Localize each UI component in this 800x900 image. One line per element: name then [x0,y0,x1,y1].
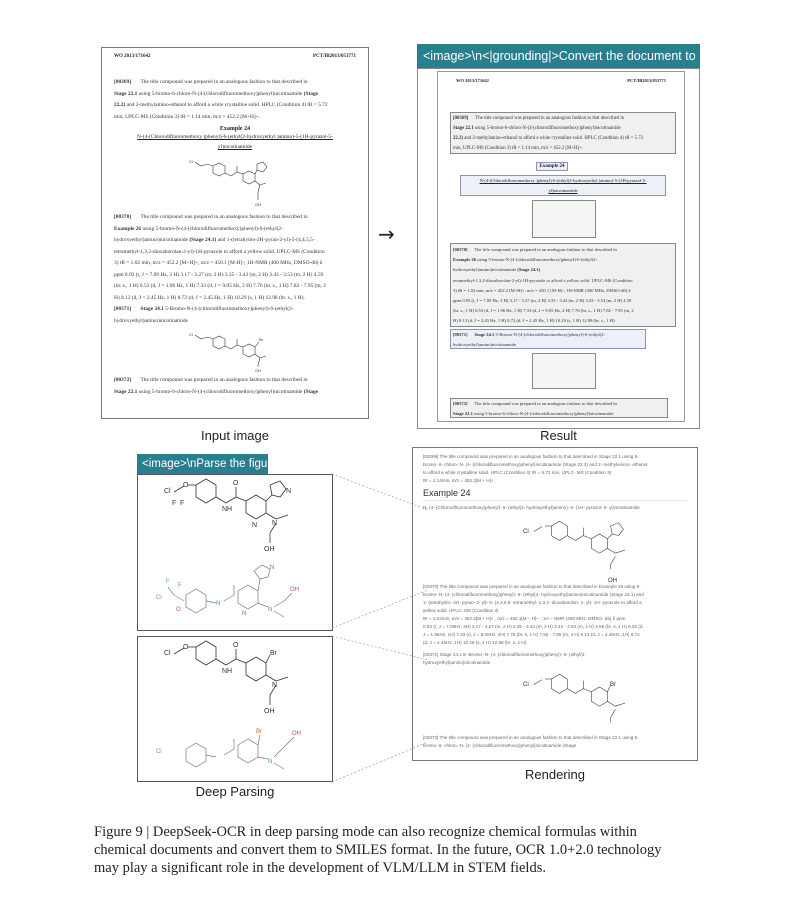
paragraph-00369: [00369] The title compound was prepared in an analogous fashion to that described in Stage 22.1 using 5-bromo-6-chloro-N-(4-(chlorodifluoromethoxy)phenyl)nicotinamide (Stage 22.2) and 2-methylamino-ethanol to afford a white crystalline solid. HPLC (Condition 4) tR = 5.72 min, UPLC-MS (Condition 3) tR = 1.14 min, m/z = 452.2 [M+H]+. [114,79,328,120]
atom-n: N [286,488,292,495]
input-document [101,47,369,419]
atom-oh: OH [255,202,261,207]
rendering-label: Rendering [525,767,585,782]
result-document [437,71,685,422]
atom-n: N [252,522,258,529]
parse-box-1 [137,474,333,631]
atom-n-colored: N [242,611,247,617]
atom-o: O [233,480,239,487]
atom-o: O [233,642,239,649]
atom-n-colored: N [268,759,273,765]
grounding-box-title: Example 24 [536,162,568,171]
atom-o-colored: O [176,607,181,613]
paragraph-00370: [00370] The title compound was prepared in an analogous fashion to that described in Example 26 using 5-bromo-N-(4-(chlorodifluoromethoxy)phenyl)-6-(ethyl(2- hydroxyethyl)amino)nicotinamide (Stage 24.1) and 1-(tetrahydro-2H-pyran-2-yl)-5-(4,4,5,5- tetramethyl-1,3,2-dioxaborolan-2-yl)-1H-pyrazole to afford a yellow solid. UPLC-MS (Condition 3) tR = 1.02 min, m/z = 452.2 [M+H]+, m/z = 450.1 [M-H]-; 1H-NMR (400 MHz, DMSO-d6) δ ppm 0.93 (t, J = 7.09 Hz, 3 H) 3.17 - 3.27 (m, 2 H) 3.35 - 3.43 (m, 2 H) 3.43 - 3.53 (m, 2 H) 4.59 (br. s., 1 H) 6.53 (d, J = 1.96 Hz, 1 H) 7.33 (d, J = 9.05 Hz, 2 H) 7.76 (br. s., 1 H) 7.82 - 7.95 (m, 2 H) 8.13 (d, J = 2.45 Hz, 1 H) 8.72 (d, J = 2.45 Hz, 1 H) 10.29 (s, 1 H) 12.98 (br. s., 1 H). [114,214,326,301]
atom-f-colored: F [166,579,170,585]
grounding-box-00371: [00371] Stage 24.1 5-Bromo-N-(4-(chlorodifluoromethoxy)phenyl)-6-(ethyl(2- hydroxyethyl)amino)nicotinamide [450,329,646,349]
rendered-heading: Example 24 [423,488,687,501]
rendered-paragraph-00370: [00370] The title compound was prepared in an analogous fashion to that described in Example 26 using 5- bromo- N- (4- (chlorodifluoromethoxy)phenyl)- 6- (ethyl(2- hydroxyethyl)amino)nicotinamide (Stage 24.1) and 1- (tetrahydro- 2H- pyran- 2- yl)- 5- (4,4,5,5- tetramethyl- 1,3,2- dioxaborolan- 2- yl)- 1H- pyrazole to afford a yellow solid. UPLC- MS (Condition 3) tR = 1.02min, m/z = 452.2[M + H]+ , m/z = 450.1[M − H]− ; 1H − NMR (400 MHz, DMSO- d6) δ ppm 0.93 (t, J = 7.09Hz, 3H) 3.17 - 3.27 (m, 2 H) 3.35 - 3.43 (m, 2 H) 3.43 - 3.53 (m, 2 H) 4.59 (br. s, 1 H) 6.53 (d, J = 1.96Hz, 1H) 7.33 (d, J = 9.05Hz, 2H) 7.76 (br. s, 1 H) 7.82 - 7.95 (m, 2 H) 8.13 (d, J = 2.45Hz, 1H) 8.72 (d, J = 2.45Hz, 1H) 10.29 (s, 1 H) 12.98 (br. s, 1 H). [423,584,644,645]
doc-id-left: WO 2013/171642 [114,54,151,59]
atom-br: Br [270,650,277,657]
atom-cl: Cl [164,650,171,657]
rendering-frame [412,447,698,761]
result-frame [417,68,700,429]
atom-cl: Cl [523,529,529,535]
atom-oh-colored: OH [292,731,301,737]
atom-nh: NH [222,506,233,513]
atom-oh-colored: OH [290,587,299,593]
result-label: Result [540,428,577,443]
result-prompt-banner [417,44,761,68]
atom-oh: OH [264,546,275,553]
atom-n-colored: N [270,565,275,571]
atom-cl: Cl [164,488,171,495]
atom-cl: Cl [189,159,193,164]
parsed-molecule-1 [138,475,332,630]
atom-n-colored: N [216,601,221,607]
paragraph-00371: [00371] Stage 24.1 5-Bromo-N-(4-(chlorodifluoromethoxy)phenyl)-6-(ethyl(2- hydroxyethyl)amino)nicotinamide [114,306,294,324]
grounding-box-00370: [00370] The title compound was prepared in an analogous fashion to that described in Example 26 using 5-bromo-N-(4-(chlorodifluoromethoxy)phenyl)-6-(ethyl(2- hydroxyethyl)amino)nicotinamide (Stage 24.1) tetramethyl-1,3,2-dioxaborolan-2-yl)-1H-pyrazole to afford a yellow solid. UPLC-MS (Condition 3) tR = 1.02 min, m/z = 452.2 [M+H]+, m/z = 450.1 [M-H]-; 1H-NMR (400 MHz, DMSO-d6) δ ppm 0.93 (t, J = 7.09 Hz, 3 H) 3.17 - 3.27 (m, 2 H) 3.35 - 3.43 (m, 2 H) 3.43 - 3.53 (m, 2 H) 4.59 (br. s., 1 H) 6.53 (d, J = 1.96 Hz, 1 H) 7.33 (d, J = 9.05 Hz, 2 H) 7.76 (br. s., 1 H) 7.82 - 7.95 (m, 2 H) 8.13 (d, J = 2.45 Hz, 1 H) 8.72 (d, J = 2.45 Hz, 1 H) 10.29 (s, 1 H) 12.98 (br. s., 1 H). [450,243,676,327]
atom-f: F [180,500,185,507]
atom-n: N [272,520,278,527]
rendered-molecule-1 [423,512,687,584]
rendered-molecule-2 [423,667,687,725]
rendered-paragraph-00372: [00372] The title compound was prepared in an analogous fashion to that described in Stage 22.1 using 5- bromo- 6- chloro- N- (4- (chlorodifluoromethoxy)phenyl)nicotinamide (Stage [423,735,639,748]
input-image-label: Input image [201,428,269,443]
molecule-stage-24-1 [185,327,285,373]
grounding-box-00372: [00372] The title compound was prepared in an analogous fashion to that described in Stage 22.1 using 5-bromo-6-chloro-N-(4-(chlorodifluoromethoxy)phenyl)nicotinamide [450,398,668,418]
rendered-paragraph-00369: [00369] The title compound was prepared in an analogous fashion to that described in Stage 22.1 using 5- bromo- 6- chloro- N- (4- (chlorodifluoromethoxy)phenyl)nicotinamide (Stage 22.2) and 2- methylamino- ethanol to afford a white crystalline solid. HPLC (Condition 4) tR = 5.72 min, UPLC- MS (Condition 3) tR = 1.14min, m/z = 452.2[M + H]+ . [423,454,648,483]
grounding-box-name: N-(4-(Chlorodifluoromethoxy )phenyl)-6-(ethyl(2-hydroxyethyl )amino)-5-(1H-pyrazol-5- yl)nicotinamide [460,175,666,196]
parse-box-2 [137,636,333,782]
parsed-molecule-2 [138,637,332,781]
atom-f: F [172,500,177,507]
atom-oh: OH [264,708,275,715]
atom-cl-colored: Cl [156,595,162,601]
rendered-paragraph-00371: [00371] Stage 24.1 5- Bromo- N- (4- (chlorodifluoromethoxy)phenyl)- 6- (ethyl(2- hydroxyethyl)amino)nicotinamide [423,652,586,665]
atom-br: Br [610,682,616,688]
example-title: Example 24 [219,126,251,132]
deep-parsing-label: Deep Parsing [195,784,275,799]
atom-nh: NH [222,668,233,675]
atom-br: Br [259,337,263,342]
atom-o: O [183,644,189,651]
atom-cl: Cl [189,332,193,337]
grounding-box-00369: [00369] The title compound was prepared in an analogous fashion to that described in Stage 22.1 using 5-bromo-6-chloro-N-(4-(chlorodifluoromethoxy)phenyl)nicotinamide 22.2) and 2-methylamino-ethanol to afford a white crystalline solid. HPLC (Condition 4) tR = 5.72 min, UPLC-MS (Condition 3) tR = 1.14 min, m/z = 452.2 [M+H]+. [450,112,676,154]
atom-o: O [183,482,189,489]
atom-oh: OH [608,578,617,584]
result-prompt-text: <image>\n<|grounding|>Convert the document to markdown. [423,49,761,63]
atom-br-colored: Br [256,729,262,735]
example-compound-name: N-(4-(Chlorodifluoromethoxy )phenyl)-6-(ethyl(2-hydroxyethyl )amino)-5-(1H-pyrazol-5- yl)nicotinamide [137,134,333,150]
rendered-compound-name: N- (4- (Chlorodifluoromethoxy)phenyl)- 6- (ethyl(2- hydroxyethyl)amino)- 5- (1H- pyrazol- 5- yl)nicotinamide [423,505,640,510]
grounding-box-image-1 [532,200,596,238]
result-doc-header: WO 2013/171642 PCT/IB2013/053771 [456,78,666,83]
figure-caption: Figure 9 | DeepSeek-OCR in deep parsing mode can also recognize chemical formulas within chemical documents and convert them to SMILES format. In the future, OCR 1.0+2.0 technology may play a significant role in the development of VLM/LLM in STEM fields. [94,824,662,876]
atom-n-colored: N [268,607,273,613]
arrow-icon: → [378,222,395,246]
atom-cl: Cl [523,682,529,688]
atom-n: N [272,682,278,689]
atom-oh: OH [255,368,261,373]
doc-id-right: PCT/IB2013/053771 [312,54,356,59]
atom-f-colored: F [178,583,182,589]
atom-cl-colored: Cl [156,749,162,755]
parse-prompt-text: <image>\nParse the figure. [142,458,281,470]
paragraph-00372: [00372] The title compound was prepared in an analogous fashion to that described in Stage 22.1 using 5-bromo-6-chloro-N-(4-(chlorodifluoromethoxy)phenyl)nicotinamide (Stage [114,377,319,395]
grounding-box-image-2 [532,353,596,389]
molecule-example-24 [185,154,285,210]
parse-prompt-banner [137,454,281,474]
doc-header [114,54,356,59]
